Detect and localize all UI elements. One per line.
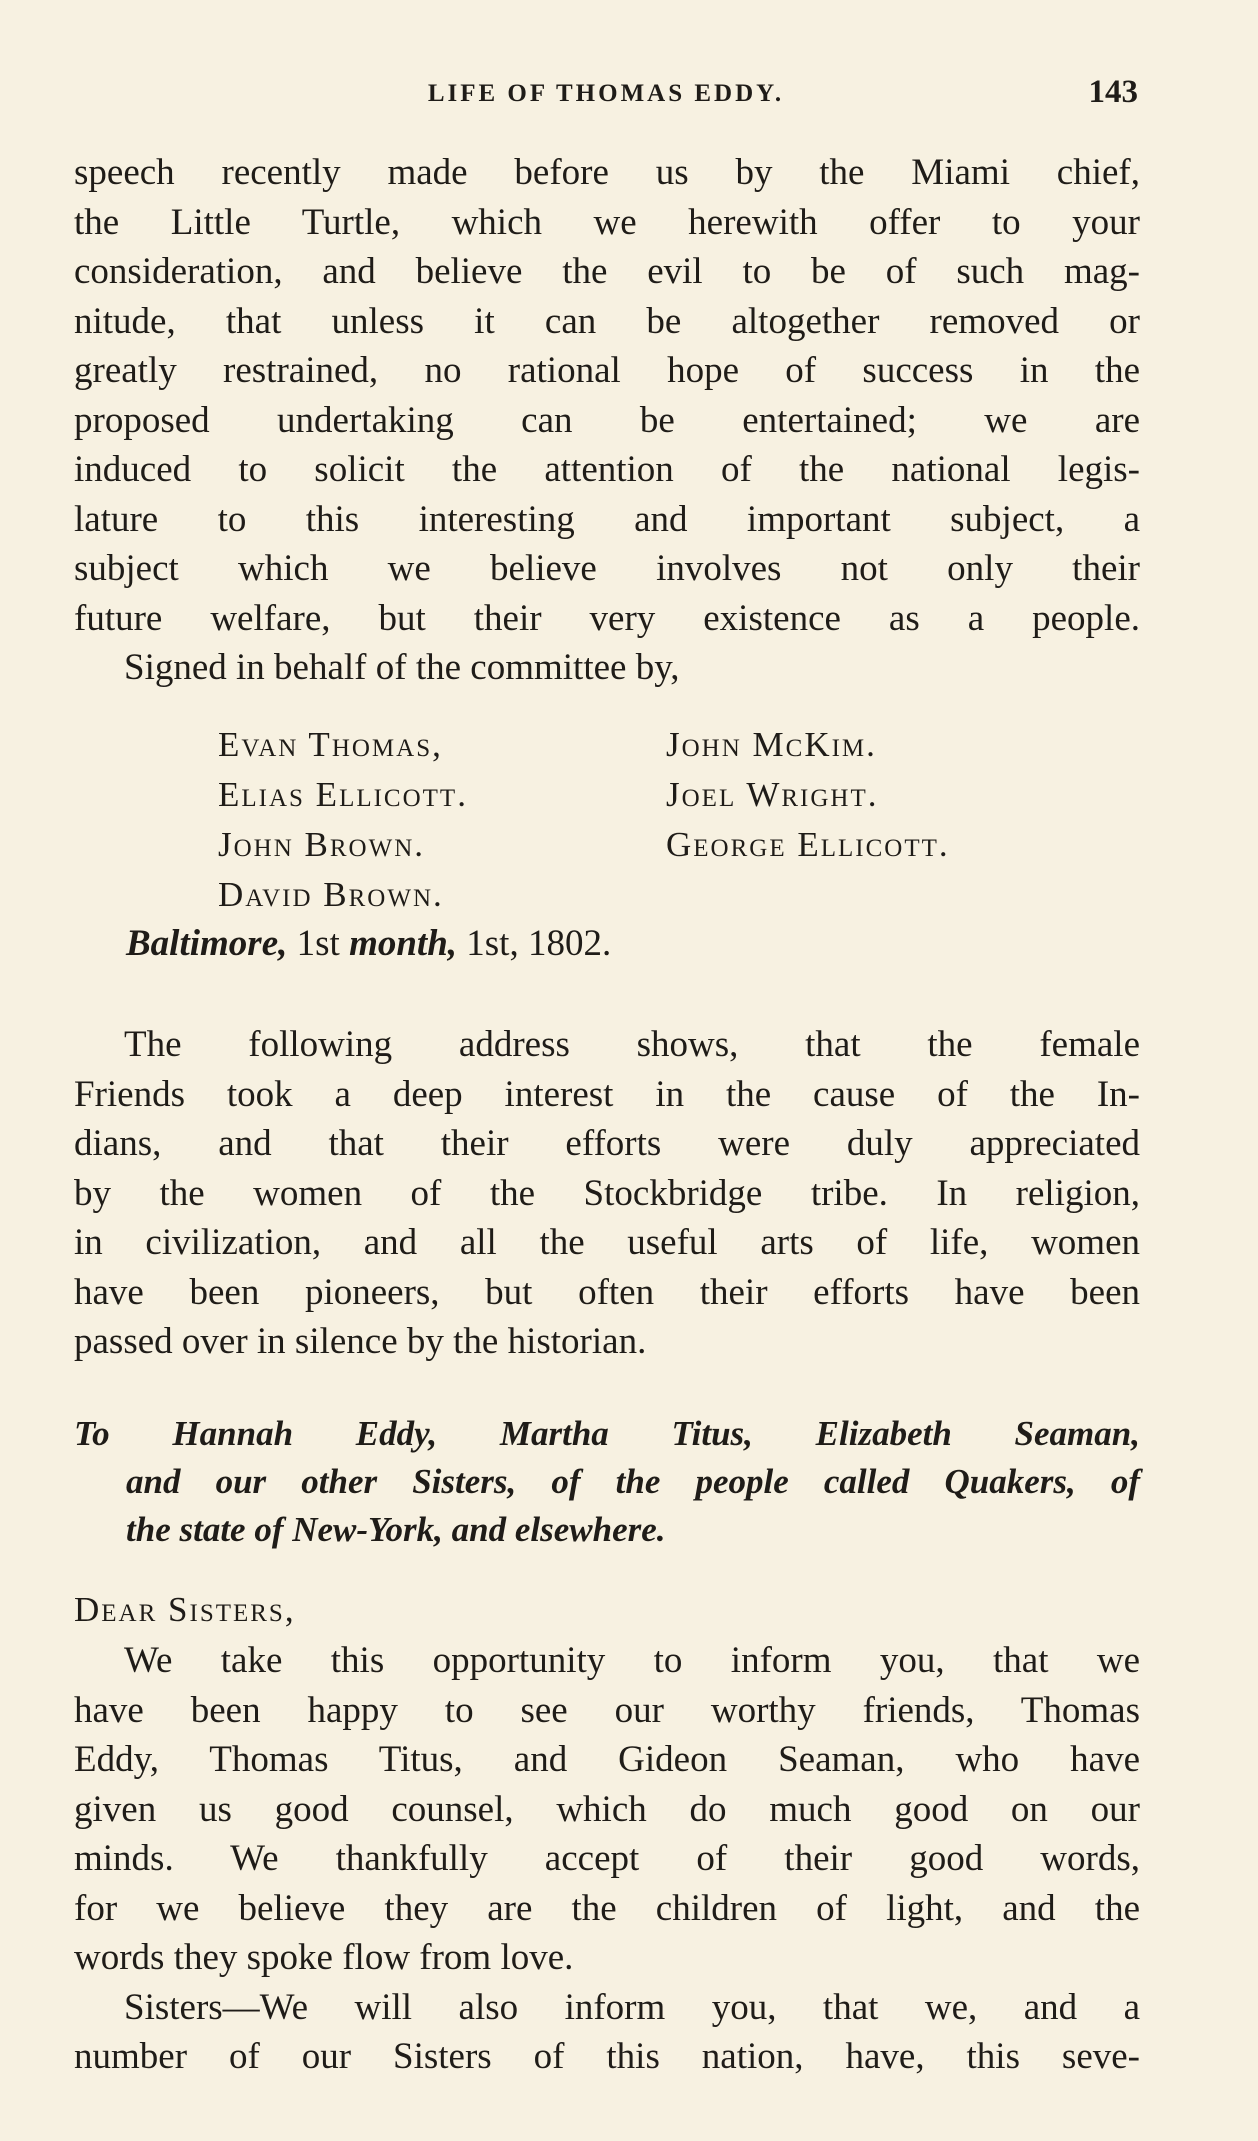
- dateline-month-word: month,: [349, 923, 458, 964]
- dateline: [126, 922, 611, 965]
- text-line: dians, and that their efforts were duly appreciated: [74, 1123, 1140, 1164]
- text-line: number of our Sisters of this nation, have, this seve-: [74, 2036, 1140, 2077]
- letter-address: [74, 1410, 1140, 1554]
- text-line: given us good counsel, which do much good on our: [74, 1788, 1140, 1830]
- text-line: the Little Turtle, which we herewith offer to your: [74, 201, 1140, 243]
- text-line: subject which we believe involves not only their: [74, 548, 1140, 589]
- signatory-name: George Ellicott.: [666, 825, 950, 864]
- text-line: passed over in silence by the historian.: [74, 1321, 647, 1362]
- text-line: consideration, and believe the evil to be of such mag-: [74, 251, 1140, 292]
- text-line: for we believe they are the children of light, and the: [74, 1887, 1140, 1929]
- text-line: have been happy to see our worthy friends, Thomas: [74, 1689, 1140, 1731]
- salutation: Dear Sisters,: [74, 1590, 296, 1629]
- dateline-year: 1802.: [527, 923, 612, 964]
- letter-body: [74, 1636, 1140, 2082]
- page-header: [74, 74, 1138, 120]
- text-line: proposed undertaking can be entertained; we are: [74, 399, 1140, 441]
- text-line: in civilization, and all the useful arts of life, women: [74, 1222, 1140, 1263]
- dateline-day: 1st,: [466, 923, 519, 964]
- text-line: speech recently made before us by the Miami chief,: [74, 152, 1140, 193]
- signatory-name: John Brown.: [218, 825, 426, 864]
- text-line: by the women of the Stockbridge tribe. In religion,: [74, 1172, 1140, 1214]
- text-line: greatly restrained, no rational hope of success in the: [74, 350, 1140, 391]
- text-line: Sisters—We will also inform you, that we, and a: [124, 1986, 1140, 2028]
- text-line: nitude, that unless it can be altogether removed or: [74, 300, 1140, 342]
- signatory-name: John McKim.: [666, 725, 877, 764]
- text-line: minds. We thankfully accept of their good words,: [74, 1838, 1140, 1879]
- text-line: The following address shows, that the female: [124, 1024, 1140, 1065]
- dateline-place: Baltimore,: [126, 923, 288, 964]
- text-line: Eddy, Thomas Titus, and Gideon Seaman, who have: [74, 1739, 1140, 1780]
- text-line: have been pioneers, but often their efforts have been: [74, 1271, 1140, 1313]
- signatory-name: David Brown.: [218, 875, 444, 914]
- text-line: future welfare, but their very existence as a people.: [74, 597, 1140, 639]
- paragraph-female-friends: [74, 1020, 1140, 1367]
- signed-line: Signed in behalf of the committee by,: [124, 647, 680, 688]
- paragraph-committee-memorial: [74, 148, 1140, 693]
- signatory-name: Elias Ellicott.: [218, 775, 468, 814]
- dateline-month-ordinal: 1st: [296, 923, 340, 964]
- page-number: 143: [1088, 74, 1138, 110]
- signatory-name: Evan Thomas,: [218, 725, 443, 764]
- text-line: words they spoke flow from love.: [74, 1937, 574, 1978]
- text-line: We take this opportunity to inform you, that we: [124, 1640, 1140, 1681]
- signatory-name: Joel Wright.: [666, 775, 879, 814]
- address-line: and our other Sisters, of the people called Quakers, of: [126, 1462, 1140, 1501]
- text-line: Friends took a deep interest in the cause of the In-: [74, 1073, 1140, 1115]
- text-line: induced to solicit the attention of the national legis-: [74, 449, 1140, 490]
- address-line: the state of New-York, and elsewhere.: [126, 1510, 666, 1549]
- text-line: lature to this interesting and important subject, a: [74, 498, 1140, 540]
- address-line: To Hannah Eddy, Martha Titus, Elizabeth Seaman,: [74, 1414, 1140, 1453]
- running-title: LIFE OF THOMAS EDDY.: [427, 80, 785, 107]
